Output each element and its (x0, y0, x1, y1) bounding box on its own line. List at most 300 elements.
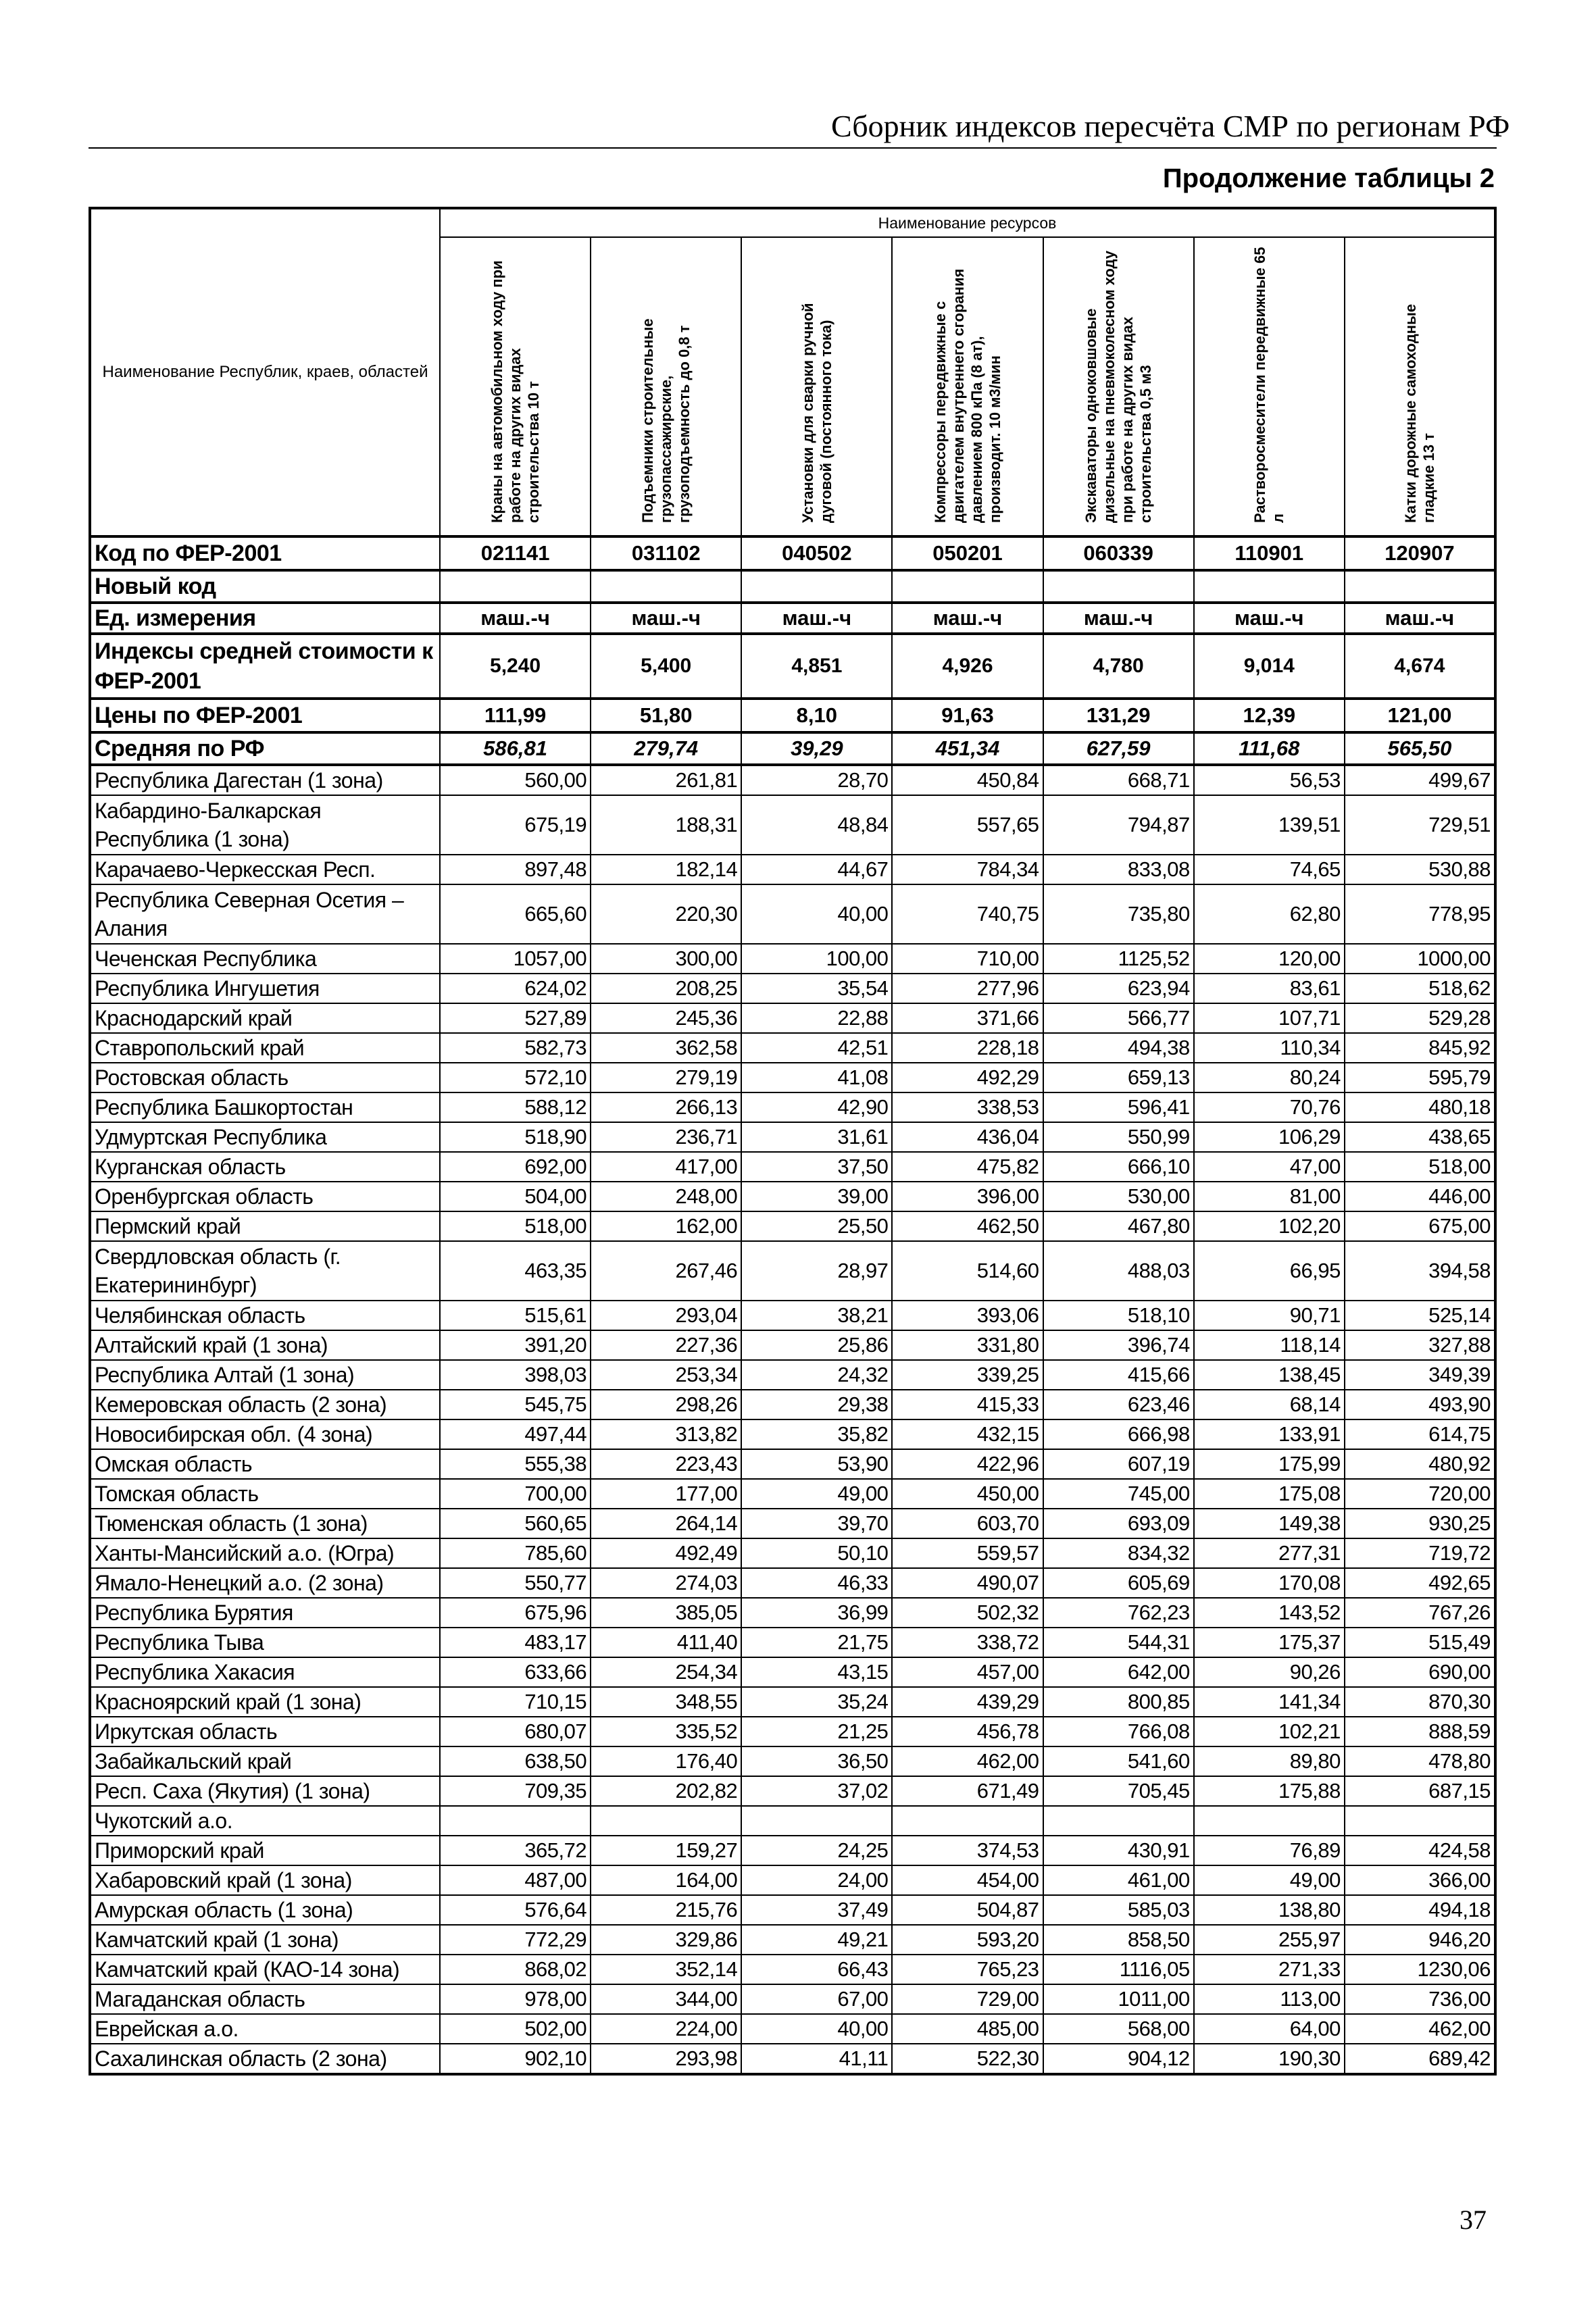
value-cell: 467,80 (1043, 1211, 1194, 1241)
value-cell: 461,00 (1043, 1865, 1194, 1895)
value-cell: 293,04 (591, 1301, 741, 1330)
value-cell: 21,25 (741, 1717, 892, 1746)
meta-cell: 451,34 (892, 732, 1043, 765)
value-cell: 417,00 (591, 1152, 741, 1182)
meta-cell: маш.-ч (440, 603, 591, 634)
value-cell: 1230,06 (1345, 1955, 1495, 1984)
table-row (90, 1628, 1495, 1657)
value-cell: 36,99 (741, 1598, 892, 1628)
meta-cell: 586,81 (440, 732, 591, 765)
region-name: Республика Алтай (1 зона) (90, 1360, 440, 1390)
value-cell: 422,96 (892, 1449, 1043, 1479)
value-cell: 80,24 (1194, 1063, 1345, 1092)
value-cell: 705,45 (1043, 1776, 1194, 1806)
value-cell: 44,67 (741, 855, 892, 884)
value-cell: 555,38 (440, 1449, 591, 1479)
value-cell: 833,08 (1043, 855, 1194, 884)
value-cell: 41,08 (741, 1063, 892, 1092)
meta-cell: 91,63 (892, 699, 1043, 732)
value-cell: 492,49 (591, 1538, 741, 1568)
value-cell: 462,00 (1345, 2014, 1495, 2044)
region-name: Кабардино-Балкарская Республика (1 зона) (90, 795, 440, 855)
value-cell: 107,71 (1194, 1003, 1345, 1033)
value-cell: 37,50 (741, 1152, 892, 1182)
value-cell: 475,82 (892, 1152, 1043, 1182)
value-cell: 432,15 (892, 1419, 1043, 1449)
value-cell: 870,30 (1345, 1687, 1495, 1717)
value-cell: 120,00 (1194, 944, 1345, 974)
value-cell: 671,49 (892, 1776, 1043, 1806)
value-cell: 904,12 (1043, 2044, 1194, 2074)
value-cell: 545,75 (440, 1390, 591, 1419)
value-cell: 492,29 (892, 1063, 1043, 1092)
value-cell: 81,00 (1194, 1182, 1345, 1211)
value-cell: 352,14 (591, 1955, 741, 1984)
meta-cell: 4,674 (1345, 634, 1495, 699)
value-cell: 666,98 (1043, 1419, 1194, 1449)
value-cell: 568,00 (1043, 2014, 1194, 2044)
value-cell: 138,45 (1194, 1360, 1345, 1390)
value-cell: 374,53 (892, 1836, 1043, 1865)
meta-cell: 51,80 (591, 699, 741, 732)
resource-column-header (1345, 237, 1495, 536)
meta-label: Средняя по РФ (90, 732, 440, 765)
value-cell: 31,61 (741, 1122, 892, 1152)
meta-cell: 627,59 (1043, 732, 1194, 765)
region-name: Респ. Саха (Якутия) (1 зона) (90, 1776, 440, 1806)
table-row (90, 1984, 1495, 2014)
table-row (90, 974, 1495, 1003)
region-name: Республика Тыва (90, 1628, 440, 1657)
table-row (90, 1330, 1495, 1360)
region-name: Иркутская область (90, 1717, 440, 1746)
meta-cell (1345, 570, 1495, 603)
value-cell: 138,80 (1194, 1895, 1345, 1925)
table-row (90, 1390, 1495, 1419)
value-cell: 462,00 (892, 1746, 1043, 1776)
meta-cell: 8,10 (741, 699, 892, 732)
value-cell: 778,95 (1345, 884, 1495, 944)
value-cell (1194, 1806, 1345, 1836)
resources-header: Наименование ресурсов (440, 208, 1495, 237)
value-cell: 560,00 (440, 765, 591, 795)
value-cell: 49,21 (741, 1925, 892, 1955)
value-cell: 720,00 (1345, 1479, 1495, 1509)
value-cell: 42,90 (741, 1092, 892, 1122)
resource-column-header (741, 237, 892, 536)
table-row (90, 1152, 1495, 1182)
value-cell: 253,34 (591, 1360, 741, 1390)
value-cell (1043, 1806, 1194, 1836)
region-name: Свердловская область (г. Екатерининбург) (90, 1241, 440, 1301)
value-cell: 327,88 (1345, 1330, 1495, 1360)
value-cell: 162,00 (591, 1211, 741, 1241)
table-row (90, 1776, 1495, 1806)
value-cell: 946,20 (1345, 1925, 1495, 1955)
value-cell: 1000,00 (1345, 944, 1495, 974)
value-cell: 133,91 (1194, 1419, 1345, 1449)
value-cell: 22,88 (741, 1003, 892, 1033)
value-cell: 624,02 (440, 974, 591, 1003)
value-cell: 978,00 (440, 1984, 591, 2014)
meta-label: Ед. измерения (90, 603, 440, 634)
value-cell: 396,74 (1043, 1330, 1194, 1360)
value-cell: 224,00 (591, 2014, 741, 2044)
value-cell: 494,18 (1345, 1895, 1495, 1925)
value-cell: 659,13 (1043, 1063, 1194, 1092)
table-row (90, 1063, 1495, 1092)
table-row (90, 1419, 1495, 1449)
regional-index-table (89, 207, 1497, 2076)
region-name: Еврейская а.о. (90, 2014, 440, 2044)
value-cell: 139,51 (1194, 795, 1345, 855)
header-rule (89, 147, 1497, 149)
value-cell: 530,00 (1043, 1182, 1194, 1211)
table-row (90, 2014, 1495, 2044)
meta-cell (1043, 570, 1194, 603)
value-cell: 25,86 (741, 1330, 892, 1360)
table-row (90, 765, 1495, 795)
value-cell: 541,60 (1043, 1746, 1194, 1776)
table-row (90, 855, 1495, 884)
value-cell: 49,00 (741, 1479, 892, 1509)
region-name: Чеченская Республика (90, 944, 440, 974)
value-cell: 729,00 (892, 1984, 1043, 2014)
value-cell: 502,00 (440, 2014, 591, 2044)
value-cell: 164,00 (591, 1865, 741, 1895)
value-cell: 457,00 (892, 1657, 1043, 1687)
value-cell: 494,38 (1043, 1033, 1194, 1063)
value-cell: 1116,05 (1043, 1955, 1194, 1984)
value-cell: 394,58 (1345, 1241, 1495, 1301)
resource-column-header (440, 237, 591, 536)
value-cell: 391,20 (440, 1330, 591, 1360)
value-cell: 1057,00 (440, 944, 591, 974)
value-cell: 415,66 (1043, 1360, 1194, 1390)
region-name: Республика Башкортостан (90, 1092, 440, 1122)
value-cell: 858,50 (1043, 1925, 1194, 1955)
value-cell: 37,02 (741, 1776, 892, 1806)
value-cell (741, 1806, 892, 1836)
value-cell: 56,53 (1194, 765, 1345, 795)
value-cell: 762,23 (1043, 1598, 1194, 1628)
value-cell: 39,00 (741, 1182, 892, 1211)
meta-cell: 5,240 (440, 634, 591, 699)
meta-label: Индексы средней стоимости к ФЕР-2001 (90, 634, 440, 699)
value-cell: 339,25 (892, 1360, 1043, 1390)
value-cell: 365,72 (440, 1836, 591, 1865)
meta-cell: 9,014 (1194, 634, 1345, 699)
table-row (90, 1360, 1495, 1390)
value-cell: 529,28 (1345, 1003, 1495, 1033)
meta-row-price (90, 699, 1495, 732)
value-cell: 666,10 (1043, 1152, 1194, 1182)
value-cell: 845,92 (1345, 1033, 1495, 1063)
region-name: Ставропольский край (90, 1033, 440, 1063)
table-row (90, 1092, 1495, 1122)
table-row (90, 1479, 1495, 1509)
meta-cell: 131,29 (1043, 699, 1194, 732)
value-cell: 271,33 (1194, 1955, 1345, 1984)
value-cell: 772,29 (440, 1925, 591, 1955)
region-name: Республика Бурятия (90, 1598, 440, 1628)
value-cell: 100,00 (741, 944, 892, 974)
resource-name: Подъемники строительные грузопассажирские, грузоподъемность до 0,8 т (639, 318, 693, 523)
meta-row-index (90, 634, 1495, 699)
value-cell: 710,00 (892, 944, 1043, 974)
value-cell: 42,51 (741, 1033, 892, 1063)
value-cell: 37,49 (741, 1895, 892, 1925)
meta-cell: 040502 (741, 536, 892, 570)
value-cell: 177,00 (591, 1479, 741, 1509)
value-cell: 478,80 (1345, 1746, 1495, 1776)
value-cell: 64,00 (1194, 2014, 1345, 2044)
region-name: Чукотский а.о. (90, 1806, 440, 1836)
value-cell: 338,53 (892, 1092, 1043, 1122)
value-cell: 502,32 (892, 1598, 1043, 1628)
value-cell: 490,07 (892, 1568, 1043, 1598)
value-cell: 248,00 (591, 1182, 741, 1211)
region-name: Приморский край (90, 1836, 440, 1865)
value-cell: 902,10 (440, 2044, 591, 2074)
value-cell: 149,38 (1194, 1509, 1345, 1538)
region-name: Республика Ингушетия (90, 974, 440, 1003)
value-cell: 518,00 (440, 1211, 591, 1241)
value-cell: 456,78 (892, 1717, 1043, 1746)
value-cell: 709,35 (440, 1776, 591, 1806)
value-cell: 68,14 (1194, 1390, 1345, 1419)
value-cell: 385,05 (591, 1598, 741, 1628)
region-name: Ростовская область (90, 1063, 440, 1092)
meta-cell: 5,400 (591, 634, 741, 699)
region-name: Томская область (90, 1479, 440, 1509)
value-cell: 719,72 (1345, 1538, 1495, 1568)
meta-cell (741, 570, 892, 603)
resource-column-header (591, 237, 741, 536)
value-cell: 766,08 (1043, 1717, 1194, 1746)
value-cell: 24,32 (741, 1360, 892, 1390)
value-cell: 267,46 (591, 1241, 741, 1301)
region-name: Ямало-Ненецкий а.о. (2 зона) (90, 1568, 440, 1598)
value-cell: 362,58 (591, 1033, 741, 1063)
meta-cell: 4,926 (892, 634, 1043, 699)
value-cell: 176,40 (591, 1746, 741, 1776)
value-cell: 462,50 (892, 1211, 1043, 1241)
meta-cell: 031102 (591, 536, 741, 570)
value-cell: 665,60 (440, 884, 591, 944)
resource-column-header (1043, 237, 1194, 536)
value-cell: 493,90 (1345, 1390, 1495, 1419)
value-cell: 41,11 (741, 2044, 892, 2074)
value-cell: 492,65 (1345, 1568, 1495, 1598)
value-cell: 118,14 (1194, 1330, 1345, 1360)
value-cell: 544,31 (1043, 1628, 1194, 1657)
region-name: Амурская область (1 зона) (90, 1895, 440, 1925)
value-cell: 868,02 (440, 1955, 591, 1984)
region-name: Карачаево-Черкесская Респ. (90, 855, 440, 884)
value-cell: 1125,52 (1043, 944, 1194, 974)
value-cell: 396,00 (892, 1182, 1043, 1211)
meta-cell: маш.-ч (1194, 603, 1345, 634)
value-cell: 576,64 (440, 1895, 591, 1925)
resource-name: Краны на автомобильном ходу при работе на других видах строительства 10 т (489, 260, 543, 523)
region-name: Удмуртская Республика (90, 1122, 440, 1152)
value-cell: 366,00 (1345, 1865, 1495, 1895)
value-cell: 480,92 (1345, 1449, 1495, 1479)
value-cell: 430,91 (1043, 1836, 1194, 1865)
meta-cell: маш.-ч (741, 603, 892, 634)
value-cell: 349,39 (1345, 1360, 1495, 1390)
resource-name: Растворосмесители передвижные 65 л (1251, 247, 1287, 523)
value-cell: 175,08 (1194, 1479, 1345, 1509)
meta-label: Код по ФЕР-2001 (90, 536, 440, 570)
value-cell: 344,00 (591, 1984, 741, 2014)
meta-cell (892, 570, 1043, 603)
value-cell: 338,72 (892, 1628, 1043, 1657)
value-cell: 29,38 (741, 1390, 892, 1419)
table-row (90, 884, 1495, 944)
value-cell: 393,06 (892, 1301, 1043, 1330)
value-cell: 35,54 (741, 974, 892, 1003)
value-cell: 483,17 (440, 1628, 591, 1657)
value-cell: 566,77 (1043, 1003, 1194, 1033)
value-cell: 514,60 (892, 1241, 1043, 1301)
value-cell: 765,23 (892, 1955, 1043, 1984)
region-name: Курганская область (90, 1152, 440, 1182)
value-cell: 62,80 (1194, 884, 1345, 944)
value-cell: 102,20 (1194, 1211, 1345, 1241)
resource-column-header (1194, 237, 1345, 536)
meta-row-new-code (90, 570, 1495, 603)
value-cell: 424,58 (1345, 1836, 1495, 1865)
table-row (90, 1836, 1495, 1865)
value-cell: 633,66 (440, 1657, 591, 1687)
value-cell: 371,66 (892, 1003, 1043, 1033)
meta-row-avg (90, 732, 1495, 765)
value-cell: 215,76 (591, 1895, 741, 1925)
region-name: Новосибирская обл. (4 зона) (90, 1419, 440, 1449)
table-row (90, 1033, 1495, 1063)
meta-cell (1194, 570, 1345, 603)
table-row (90, 1509, 1495, 1538)
table-row (90, 1449, 1495, 1479)
value-cell: 398,03 (440, 1360, 591, 1390)
value-cell: 25,50 (741, 1211, 892, 1241)
table-row (90, 1925, 1495, 1955)
region-name: Краснодарский край (90, 1003, 440, 1033)
value-cell: 74,65 (1194, 855, 1345, 884)
meta-cell: 120907 (1345, 536, 1495, 570)
value-cell: 43,15 (741, 1657, 892, 1687)
value-cell: 675,96 (440, 1598, 591, 1628)
meta-cell: маш.-ч (892, 603, 1043, 634)
meta-cell (591, 570, 741, 603)
value-cell: 254,34 (591, 1657, 741, 1687)
value-cell: 1011,00 (1043, 1984, 1194, 2014)
resource-name: Катки дорожные самоходные гладкие 13 т (1401, 303, 1437, 523)
value-cell: 450,00 (892, 1479, 1043, 1509)
region-name: Кемеровская область (2 зона) (90, 1390, 440, 1419)
value-cell: 582,73 (440, 1033, 591, 1063)
resource-column-header (892, 237, 1043, 536)
value-cell: 595,79 (1345, 1063, 1495, 1092)
value-cell: 106,29 (1194, 1122, 1345, 1152)
region-column-header: Наименование Республик, краев, областей (90, 208, 440, 536)
region-name: Сахалинская область (2 зона) (90, 2044, 440, 2074)
value-cell: 689,42 (1345, 2044, 1495, 2074)
meta-cell: 111,68 (1194, 732, 1345, 765)
meta-cell (440, 570, 591, 603)
meta-cell: 4,851 (741, 634, 892, 699)
region-name: Забайкальский край (90, 1746, 440, 1776)
value-cell: 35,24 (741, 1687, 892, 1717)
table-row (90, 1003, 1495, 1033)
region-name: Республика Дагестан (1 зона) (90, 765, 440, 795)
value-cell: 736,00 (1345, 1984, 1495, 2014)
value-cell: 518,62 (1345, 974, 1495, 1003)
value-cell: 102,21 (1194, 1717, 1345, 1746)
value-cell: 188,31 (591, 795, 741, 855)
value-cell: 89,80 (1194, 1746, 1345, 1776)
value-cell: 446,00 (1345, 1182, 1495, 1211)
value-cell: 603,70 (892, 1509, 1043, 1538)
running-header: Сборник индексов пересчёта СМР по регионам РФ (831, 109, 1510, 143)
value-cell: 550,99 (1043, 1122, 1194, 1152)
value-cell: 190,30 (1194, 2044, 1345, 2074)
value-cell: 560,65 (440, 1509, 591, 1538)
value-cell: 255,97 (1194, 1925, 1345, 1955)
value-cell: 784,34 (892, 855, 1043, 884)
region-name: Челябинская область (90, 1301, 440, 1330)
meta-cell: 279,74 (591, 732, 741, 765)
value-cell: 559,57 (892, 1538, 1043, 1568)
value-cell: 668,71 (1043, 765, 1194, 795)
value-cell: 47,00 (1194, 1152, 1345, 1182)
value-cell: 236,71 (591, 1122, 741, 1152)
value-cell: 66,95 (1194, 1241, 1345, 1301)
value-cell: 800,85 (1043, 1687, 1194, 1717)
value-cell: 729,51 (1345, 795, 1495, 855)
meta-cell: 060339 (1043, 536, 1194, 570)
value-cell: 49,00 (1194, 1865, 1345, 1895)
value-cell: 36,50 (741, 1746, 892, 1776)
value-cell: 518,90 (440, 1122, 591, 1152)
value-cell: 504,87 (892, 1895, 1043, 1925)
value-cell (440, 1806, 591, 1836)
value-cell: 438,65 (1345, 1122, 1495, 1152)
value-cell: 411,40 (591, 1628, 741, 1657)
region-name: Магаданская область (90, 1984, 440, 2014)
value-cell: 76,89 (1194, 1836, 1345, 1865)
value-cell: 110,34 (1194, 1033, 1345, 1063)
value-cell: 53,90 (741, 1449, 892, 1479)
value-cell: 454,00 (892, 1865, 1043, 1895)
value-cell: 175,88 (1194, 1776, 1345, 1806)
value-cell: 607,19 (1043, 1449, 1194, 1479)
value-cell (591, 1806, 741, 1836)
value-cell: 261,81 (591, 765, 741, 795)
value-cell: 66,43 (741, 1955, 892, 1984)
table-row (90, 944, 1495, 974)
value-cell: 113,00 (1194, 1984, 1345, 2014)
region-name: Омская область (90, 1449, 440, 1479)
value-cell: 767,26 (1345, 1598, 1495, 1628)
value-cell: 480,18 (1345, 1092, 1495, 1122)
region-name: Ханты-Мансийский а.о. (Югра) (90, 1538, 440, 1568)
meta-cell: 110901 (1194, 536, 1345, 570)
table-row (90, 1865, 1495, 1895)
value-cell: 550,77 (440, 1568, 591, 1598)
